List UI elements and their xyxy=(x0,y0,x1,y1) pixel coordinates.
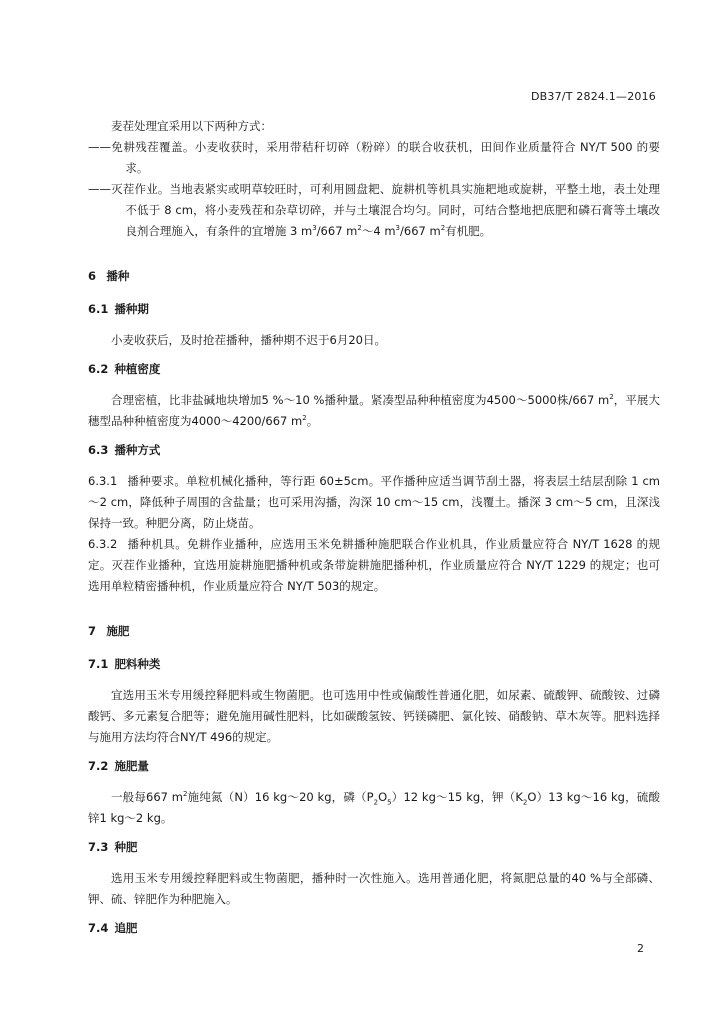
page-body xyxy=(88,116,660,949)
section-6-2-text: 合理密植，比非盐碱地块增加5 %～10 %播种量。紧凑型品种种植密度为4500～5000株/667 $m^2$，平展大穗型品种种植密度为4000～4200/667 $m^2$。 xyxy=(88,393,660,428)
intro-lead: 麦茬处理宜采用以下两种方式： xyxy=(111,119,272,133)
section-7-1-text: 宜选用玉米专用缓控释肥料或生物菌肥。也可选用中性或偏酸性普通化肥，如尿素、硫酸钾、硫酸铵、过磷酸钙、多元素复合肥等；避免施用碱性肥料，比如碳酸氢铵、钙镁磷肥、氯化铵、硝酸钠、草木灰等。肥料选择与施用方法均符合NY/T 496的规定。 xyxy=(88,688,660,744)
section-7-2-heading: 7.2 施肥量 xyxy=(88,759,149,773)
intro-item-1: ——免耕残茬覆盖。小麦收获时，采用带秸秆切碎（粉碎）的联合收获机，田间作业质量符合 NY/T 500 的要求。 xyxy=(88,140,660,175)
standard-code-header: DB37/T 2824.1—2016 xyxy=(530,90,656,103)
section-7-1-heading: 7.1 肥料种类 xyxy=(88,657,161,671)
section-6-heading: 6 播种 xyxy=(88,269,130,283)
section-7-heading: 7 施肥 xyxy=(88,624,130,638)
section-6-3-1-text: 6.3.1 播种要求。单粒机械化播种，等行距 60±5cm。平作播种应适当调节刮土器，将表层土结层刮除 1 cm～2 cm，降低种子周围的含盐量；也可采用沟播，沟深 10 cm～15 cm，浅覆土。播深 3 cm～5 cm，且深浅保持一致。种肥分离，防止烧苗。 xyxy=(88,474,660,530)
page-number: 2 xyxy=(637,942,644,955)
section-6-3-heading: 6.3 播种方式 xyxy=(88,443,161,457)
section-6-1-heading: 6.1 播种期 xyxy=(88,302,149,316)
section-6-2-heading: 6.2 种植密度 xyxy=(88,362,161,376)
section-7-2-text: 一般每667 $m^2$施纯氮（N）16 kg～20 kg，磷$(P_2O_5)12$ kg～15 kg，钾$(K_2O)13$ kg～16 kg，硫酸锌1 kg～2 kg。 xyxy=(88,790,660,825)
section-7-3-text: 选用玉米专用缓控释肥料或生物菌肥，播种时一次性施入。选用普通化肥，将氮肥总量的40 %与全部磷、钾、硫、锌肥作为种肥施入。 xyxy=(88,871,660,906)
intro-item-2: ——灭茬作业。当地表紧实或明草较旺时，可利用圆盘耙、旋耕机等机具实施耙地或旋耕，平整土地，表土处理不低于 8 cm，将小麦残茬和杂草切碎，并与土壤混合均匀。同时，可结合整地把底肥和磷石膏等土壤改良剂合理施入，有条件的宜增施 3 $m^3/667$ $m^2\sim 4$ $m^3/667$ $m^2$有机肥。 xyxy=(88,182,660,238)
section-7-3-heading: 7.3 种肥 xyxy=(88,840,138,854)
section-7-4-heading: 7.4 追肥 xyxy=(88,921,138,935)
section-6-3-2-text: 6.3.2 播种机具。免耕作业播种，应选用玉米免耕播种施肥联合作业机具，作业质量应符合 NY/T 1628 的规定。灭茬作业播种，宜选用旋耕施肥播种机或条带旋耕施肥播种机，作业质量应符合 NY/T 1229 的规定；也可选用单粒精密播种机，作业质量应符合 NY/T 503的规定。 xyxy=(88,537,660,593)
section-6-1-text: 小麦收获后，及时抢茬播种，播种期不迟于6月20日。 xyxy=(111,333,386,347)
